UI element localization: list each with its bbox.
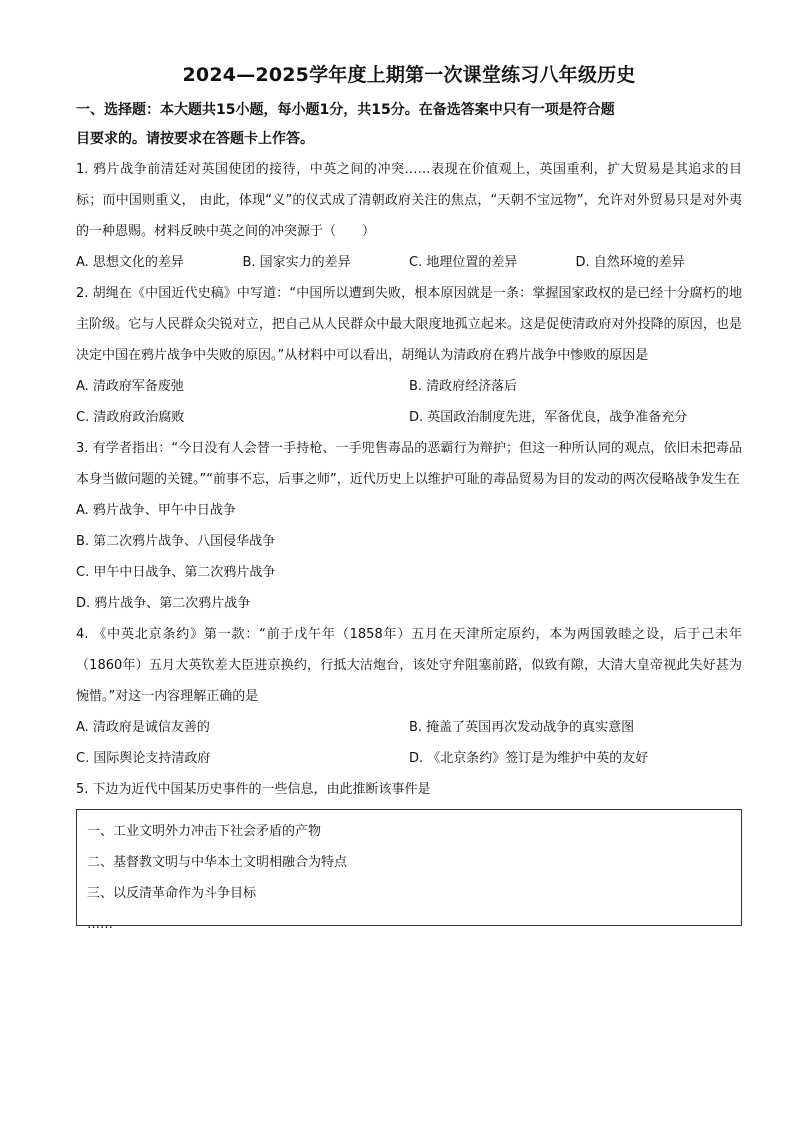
question-2-stem: 2. 胡绳在《中国近代史稿》中写道：“中国所以遭到失败，根本原因就是一条：掌握国家政权的是已经十分腐朽的地主阶级。它与人民群众尖锐对立，把自己从人民群众中最大限度地孤立起来。这是促使清政府对外投降的原因，也是决定中国在鸦片战争中失败的原因。”从材料中可以看出，胡绳认为清政府在鸦片战争中惨败的原因是 xyxy=(76,286,742,363)
page-title: 2024—2025学年度上期第一次课堂练习八年级历史 xyxy=(182,64,636,86)
question-1 xyxy=(76,154,742,278)
question-3-option-b: B. 第二次鸦片战争、八国侵华战争 xyxy=(76,534,276,549)
exam-page xyxy=(76,62,742,932)
info-box-line-3: 三、以反清革命作为斗争目标 xyxy=(87,886,257,901)
question-3-stem: 3. 有学者指出：“今日没有人会替一手持枪、一手兜售毒品的恶霸行为辩护；但这一种所认同的观点，依旧未把毒品本身当做问题的关键。”“前事不忘，后事之师”，近代历史上以维护可耻的毒品贸易为目的发动的两次侵略战争发生在 xyxy=(76,441,742,487)
question-2-option-a: A. 清政府军备废弛 xyxy=(76,379,184,394)
question-4-stem: 4. 《中英北京条约》第一款：“前于戊午年（1858年）五月在天津所定原约，本为两国敦睦之设，后于己未年（1860年）五月大英钦差大臣进京换约，行抵大沽炮台，该处守弁阻塞前路，似致有隙，大清大皇帝视此失好甚为惋惜。”对这一内容理解正确的是 xyxy=(76,627,742,704)
question-3-option-d: D. 鸦片战争、第二次鸦片战争 xyxy=(76,596,251,611)
question-3 xyxy=(76,433,742,619)
question-1-stem: 1. 鸦片战争前清廷对英国使团的接待，中英之间的冲突……表现在价值观上，英国重利，扩大贸易是其追求的目标；而中国则重义， 由此，体现“义”的仪式成了清朝政府关注的焦点，“天朝不宝远物”，允许对外贸易只是对外夷的一种恩赐。材料反映中英之间的冲突源于（ ） xyxy=(76,162,742,239)
question-5 xyxy=(76,774,742,932)
info-box-ellipsis: …… xyxy=(87,917,113,932)
question-2-option-b: B. 清政府经济落后 xyxy=(409,379,518,394)
section-heading xyxy=(76,96,742,154)
question-2-option-c: C. 清政府政治腐败 xyxy=(76,410,185,425)
question-2-options-row-2 xyxy=(76,402,742,433)
question-1-option-d: D. 自然环境的差异 xyxy=(575,255,685,270)
question-4-options-row-1 xyxy=(76,712,742,743)
question-4-option-b: B. 掩盖了英国再次发动战争的真实意图 xyxy=(409,720,635,735)
question-2-options-row-1 xyxy=(76,371,742,402)
question-2 xyxy=(76,278,742,433)
info-box-line-2: 二、基督教文明与中华本土文明相融合为特点 xyxy=(87,855,348,870)
question-3-option-a: A. 鸦片战争、甲午中日战争 xyxy=(76,503,236,518)
question-2-option-d: D. 英国政治制度先进，军备优良，战争准备充分 xyxy=(409,410,688,425)
question-4-option-a: A. 清政府是诚信友善的 xyxy=(76,720,210,735)
question-5-info-box xyxy=(76,809,742,932)
question-4-options-row-2 xyxy=(76,743,742,774)
section-heading-line-1: 一、选择题：本大题共15小题，每小题1分，共15分。在备选答案中只有一项是符合题 xyxy=(76,102,615,118)
question-4-option-c: C. 国际舆论支持清政府 xyxy=(76,751,211,766)
info-box-line-1: 一、工业文明外力冲击下社会矛盾的产物 xyxy=(87,824,322,839)
question-5-stem: 5. 下边为近代中国某历史事件的一些信息，由此推断该事件是 xyxy=(76,782,431,797)
question-1-option-b: B. 国家实力的差异 xyxy=(242,255,351,270)
question-1-options xyxy=(76,247,742,278)
question-3-option-c: C. 甲午中日战争、第二次鸦片战争 xyxy=(76,565,276,580)
question-4 xyxy=(76,619,742,774)
section-heading-line-2: 目要求的。请按要求在答题卡上作答。 xyxy=(76,131,314,147)
question-1-option-c: C. 地理位置的差异 xyxy=(409,255,518,270)
question-4-option-d: D. 《北京条约》签订是为维护中英的友好 xyxy=(409,751,649,766)
question-1-option-a: A. 思想文化的差异 xyxy=(76,255,184,270)
